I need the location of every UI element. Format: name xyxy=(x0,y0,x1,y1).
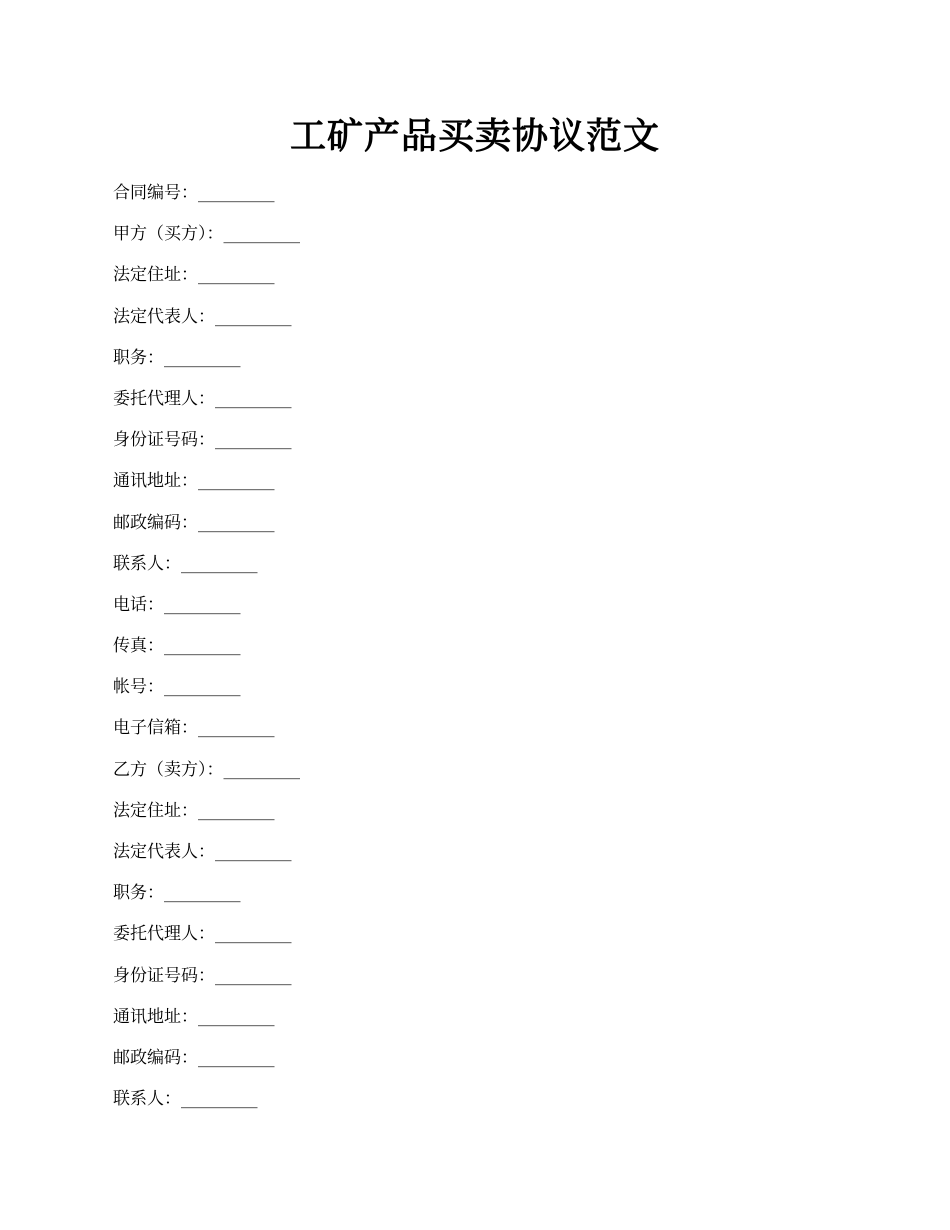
field-party-b-seller: 乙方（卖方）：_________ xyxy=(113,759,300,780)
field-party-a-mailing-address: 通讯地址：_________ xyxy=(113,471,275,492)
field-party-a-postal-code: 邮政编码：_________ xyxy=(113,512,275,533)
field-party-a-address: 法定住址：_________ xyxy=(113,265,275,286)
field-party-b-legal-rep: 法定代表人：_________ xyxy=(113,842,292,862)
field-party-b-agent: 委托代理人：_________ xyxy=(113,924,292,945)
field-party-b-id-number: 身份证号码：_________ xyxy=(113,965,292,986)
field-party-a-buyer: 甲方（买方）：_________ xyxy=(113,224,300,245)
field-party-a-phone: 电话：_________ xyxy=(113,594,241,615)
field-party-b-address: 法定住址：_________ xyxy=(113,800,275,821)
field-party-a-email: 电子信箱：_________ xyxy=(113,718,275,739)
field-party-b-mailing-address: 通讯地址：_________ xyxy=(113,1006,275,1027)
field-party-b-contact: 联系人：_________ xyxy=(113,1089,258,1110)
field-party-b-postal-code: 邮政编码：_________ xyxy=(113,1047,275,1068)
field-party-a-agent: 委托代理人：_________ xyxy=(113,388,292,409)
field-party-a-legal-rep: 法定代表人：_________ xyxy=(113,306,292,327)
field-party-a-position: 职务：_________ xyxy=(113,347,241,368)
field-contract-number: 合同编号：_________ xyxy=(113,183,275,203)
field-party-a-id-number: 身份证号码：_________ xyxy=(113,430,292,451)
field-party-b-position: 职务：_________ xyxy=(113,883,241,904)
field-party-a-fax: 传真：_________ xyxy=(113,636,241,657)
field-party-a-contact: 联系人：_________ xyxy=(113,553,258,574)
field-party-a-account: 帐号：_________ xyxy=(113,677,241,698)
party-info-list xyxy=(113,178,300,1125)
document-title: 工矿产品买卖协议范文 xyxy=(289,115,660,157)
